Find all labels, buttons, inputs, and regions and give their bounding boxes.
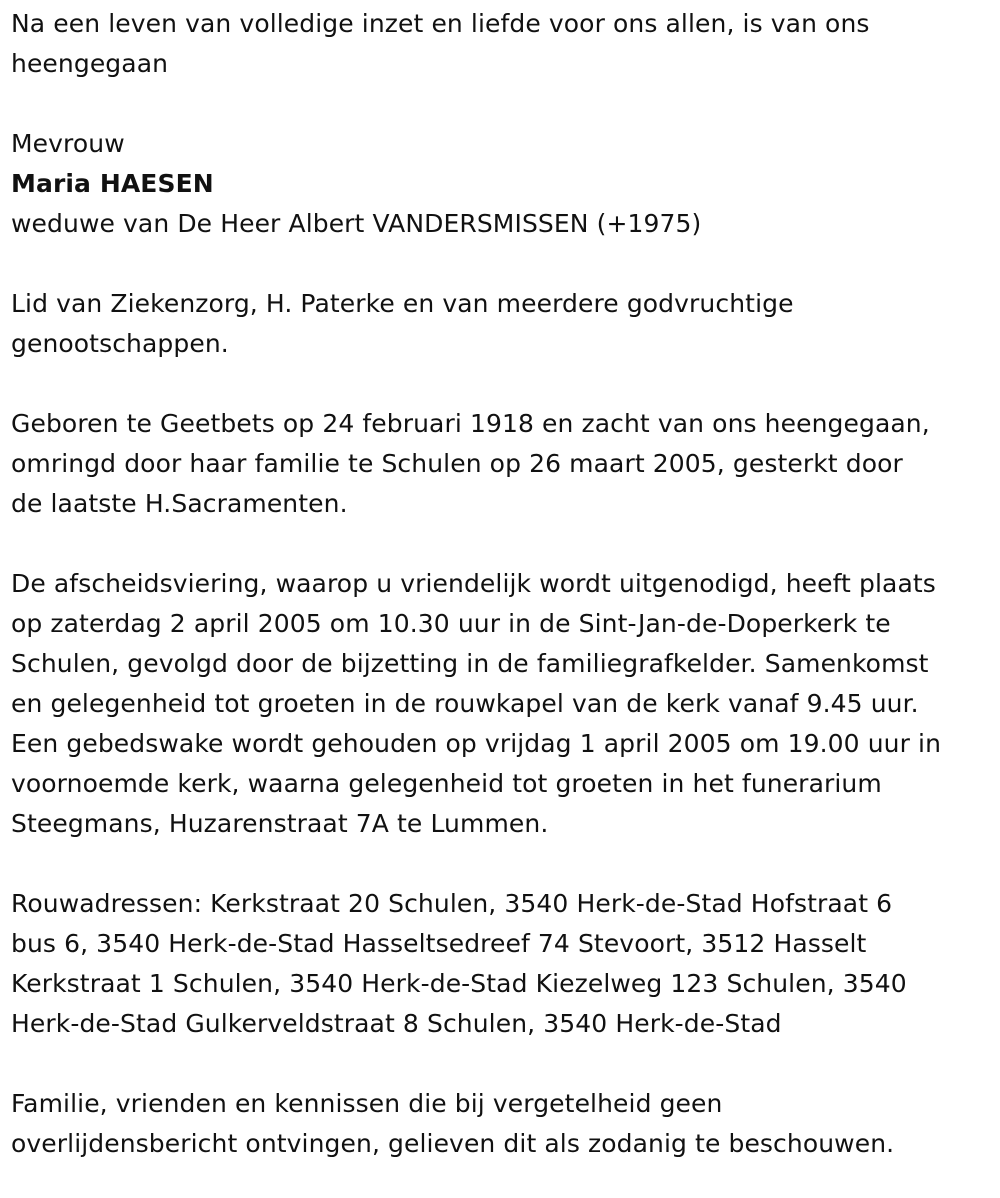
closing-text: Familie, vrienden en kennissen die bij vergetelheid geen overlijdensbericht ontvingen, gelieven dit als zodanig te beschouwen. xyxy=(11,1089,895,1158)
obituary-notice xyxy=(11,4,991,1164)
deceased-name: Maria HAESEN xyxy=(11,169,214,198)
membership-text: Lid van Ziekenzorg, H. Paterke en van meerdere godvruchtige genootschappen. xyxy=(11,289,794,358)
ceremony-text: De afscheidsviering, waarop u vriendelijk wordt uitgenodigd, heeft plaats op zaterdag 2 april 2005 om 10.30 uur in de Sint-Jan-de-Doperkerk te Schulen, gevolgd door de bijzetting in de familiegrafkelder. Samenkomst en gelegenheid tot groeten in de rouwkapel van de kerk vanaf 9.45 uur. Een gebedswake wordt gehouden op vrijdag 1 april 2005 om 19.00 uur in voornoemde kerk, waarna gelegenheid tot groeten in het funerarium Steegmans, Huzarenstraat 7A te Lummen. xyxy=(11,569,942,838)
birth-death-text: Geboren te Geetbets op 24 februari 1918 en zacht van ons heengegaan, omringd door haar familie te Schulen op 26 maart 2005, gesterkt door de laatste H.Sacramenten. xyxy=(11,409,930,518)
spouse-line: weduwe van De Heer Albert VANDERSMISSEN (+1975) xyxy=(11,209,702,238)
intro-text: Na een leven van volledige inzet en liefde voor ons allen, is van ons heengegaan xyxy=(11,9,870,78)
mourning-addresses: Rouwadressen: Kerkstraat 20 Schulen, 3540 Herk-de-Stad Hofstraat 6 bus 6, 3540 Herk-de-Stad Hasseltsedreef 74 Stevoort, 3512 Hasselt Kerkstraat 1 Schulen, 3540 Herk-de-Stad Kiezelweg 123 Schulen, 3540 Herk-de-Stad Gulkerveldstraat 8 Schulen, 3540 Herk-de-Stad xyxy=(11,889,907,1038)
honorific-title: Mevrouw xyxy=(11,129,125,158)
